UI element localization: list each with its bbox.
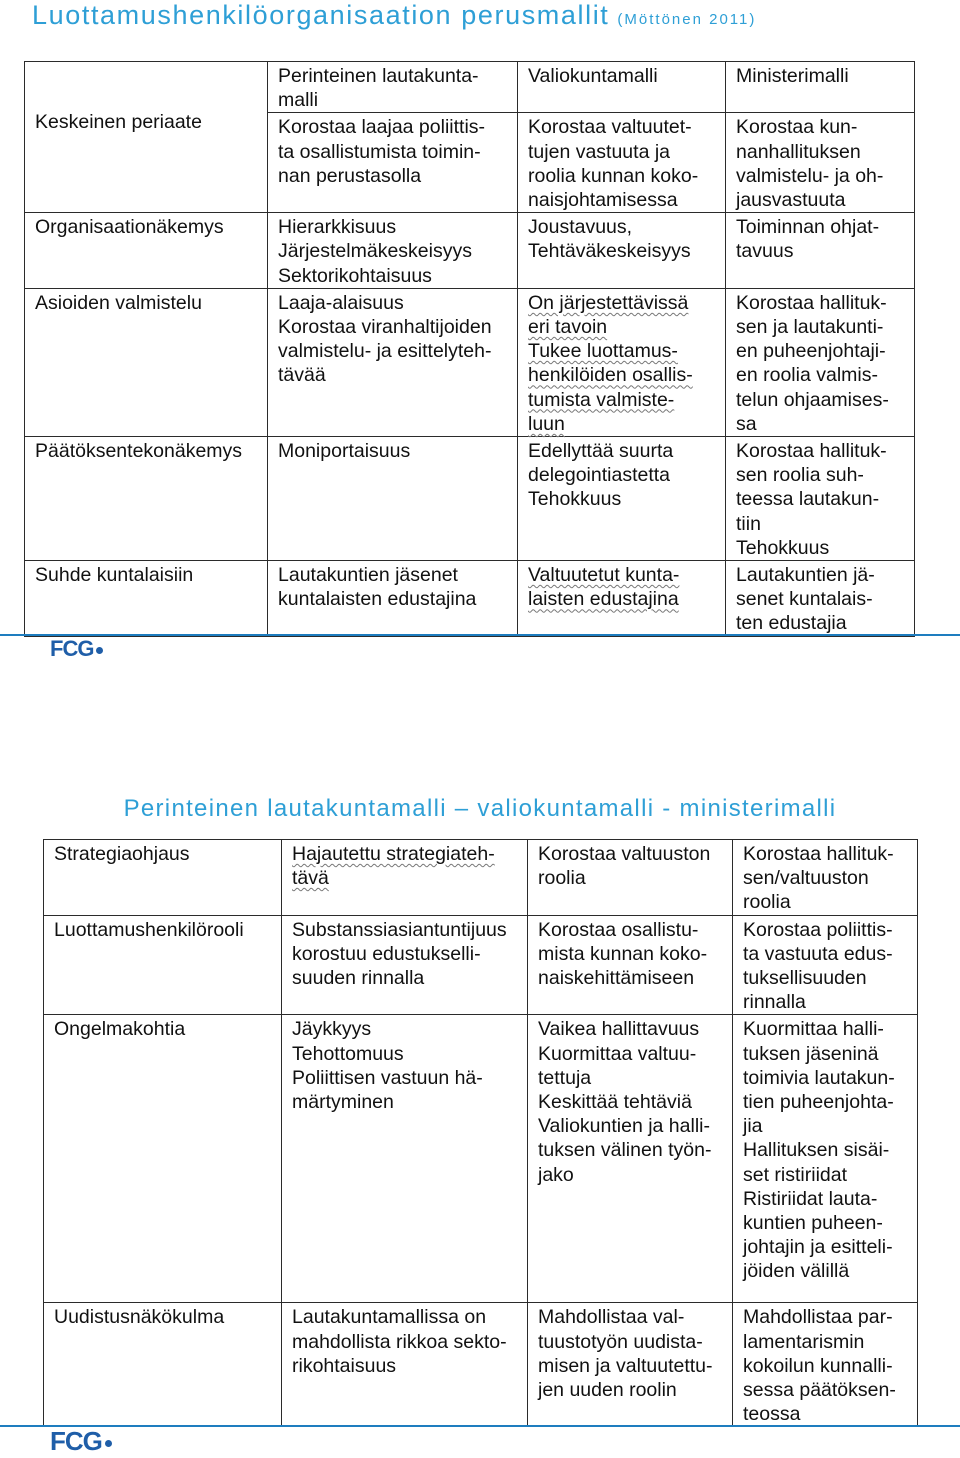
table-row (25, 561, 915, 637)
table-cell: On järjestettävissä eri tavoin Tukee luottamus- henkilöiden osallis- tumista valmiste- luun (518, 288, 726, 436)
model-comparison-table (43, 839, 918, 1427)
table-cell: Korostaa valtuuston roolia (528, 840, 733, 916)
table-cell: Lautakuntien jä- senet kuntalais- ten edustajia (726, 561, 915, 637)
logo-text: FCG (50, 1426, 102, 1456)
fcg-logo-2 (50, 1426, 112, 1457)
table-cell: Joustavuus, Tehtäväkeskeisyys (518, 213, 726, 289)
table-row (25, 288, 915, 436)
table-cell: Hajautettu strategiateh- tävä (282, 840, 528, 916)
table-cell: Kuormittaa halli- tuksen jäseninä toimivia lautakun- tien puheenjohta- jia Hallituksen sisäi- set ristiriidat Ristiriidat lauta- kuntien puheen- johtajin ja esitteli- jöiden välillä (733, 1015, 918, 1303)
row-label: Päätöksentekonäkemys (25, 437, 268, 561)
table-header-row (25, 62, 915, 113)
table-cell: Korostaa kun- nanhallituksen valmistelu- ja oh- jausvastuuta (726, 113, 915, 213)
header-valiokuntamalli: Valiokuntamalli (518, 62, 726, 113)
table-cell: Substanssiasiantuntijuus korostuu edustukselli- suuden rinnalla (282, 915, 528, 1015)
table-cell: Jäykkyys Tehottomuus Poliittisen vastuun hä- märtyminen (282, 1015, 528, 1303)
row-label-keskeinen-periaate: Keskeinen periaate (25, 62, 268, 213)
row-label: Suhde kuntalaisiin (25, 561, 268, 637)
table-row (44, 1303, 918, 1427)
row-label: Strategiaohjaus (44, 840, 282, 916)
table-cell: Korostaa hallituk- sen ja lautakunti- en puheenjohtaji- en roolia valmis- telun ohjaamises- sa (726, 288, 915, 436)
row-label: Luottamushenkilörooli (44, 915, 282, 1015)
logo-text: FCG (50, 636, 94, 661)
slide1-title-text: Luottamushenkilöorganisaation perusmallit (32, 0, 610, 30)
table-cell: Valtuutetut kunta- laisten edustajina (518, 561, 726, 637)
slide1-title (32, 0, 756, 31)
table-cell: Lautakuntamallissa on mahdollista rikkoa sekto- rikohtaisuus (282, 1303, 528, 1427)
logo-dot-icon (96, 647, 103, 654)
table-cell: Korostaa hallituk- sen roolia suh- teessa lautakun- tiin Tehokkuus (726, 437, 915, 561)
row-label: Ongelmakohtia (44, 1015, 282, 1303)
slide2-title: Perinteinen lautakuntamalli – valiokuntamalli - ministerimalli (123, 795, 837, 822)
slide1-footer-rule (0, 634, 960, 636)
row-label: Uudistusnäkökulma (44, 1303, 282, 1427)
basic-models-table (24, 61, 915, 637)
table-cell: Korostaa laajaa poliittis- ta osallistumista toimin- nan perustasolla (268, 113, 518, 213)
table-cell: Moniportaisuus (268, 437, 518, 561)
slide1-subtitle: (Möttönen 2011) (617, 11, 757, 28)
table-cell: Edellyttää suurta delegointiastetta Tehokkuus (518, 437, 726, 561)
row-label: Asioiden valmistelu (25, 288, 268, 436)
table-row (44, 1015, 918, 1303)
table-cell: Toiminnan ohjat- tavuus (726, 213, 915, 289)
row-label: Organisaationäkemys (25, 213, 268, 289)
table-cell: Lautakuntien jäsenet kuntalaisten edustajina (268, 561, 518, 637)
table-cell: Mahdollistaa par- lamentarismin kokoilun kunnalli- sessa päätöksen- teossa (733, 1303, 918, 1427)
table-cell: Korostaa poliittis- ta vastuuta edus- tuksellisuuden rinnalla (733, 915, 918, 1015)
table-cell: Laaja-alaisuus Korostaa viranhaltijoiden valmistelu- ja esittelyteh- tävää (268, 288, 518, 436)
fcg-logo (50, 636, 103, 662)
table-cell: Hierarkkisuus Järjestelmäkeskeisyys Sektorikohtaisuus (268, 213, 518, 289)
table-cell: Korostaa hallituk- sen/valtuuston roolia (733, 840, 918, 916)
table-row (25, 213, 915, 289)
table-row (44, 840, 918, 916)
logo-dot-icon (105, 1440, 112, 1447)
header-ministerimalli: Ministerimalli (726, 62, 915, 113)
table-cell: Korostaa valtuutet- tujen vastuuta ja roolia kunnan koko- naisjohtamisessa (518, 113, 726, 213)
table-cell: Mahdollistaa val- tuustotyön uudista- misen ja valtuutettu- jen uuden roolin (528, 1303, 733, 1427)
table-cell: Vaikea hallittavuus Kuormittaa valtuu- tettuja Keskittää tehtäviä Valiokuntien ja halli- tuksen välinen työn- jako (528, 1015, 733, 1303)
table-row (25, 437, 915, 561)
slide2-footer-rule (0, 1425, 960, 1427)
header-perinteinen: Perinteinen lautakunta- malli (268, 62, 518, 113)
table-row (44, 915, 918, 1015)
table-cell: Korostaa osallistu- mista kunnan koko- naiskehittämiseen (528, 915, 733, 1015)
